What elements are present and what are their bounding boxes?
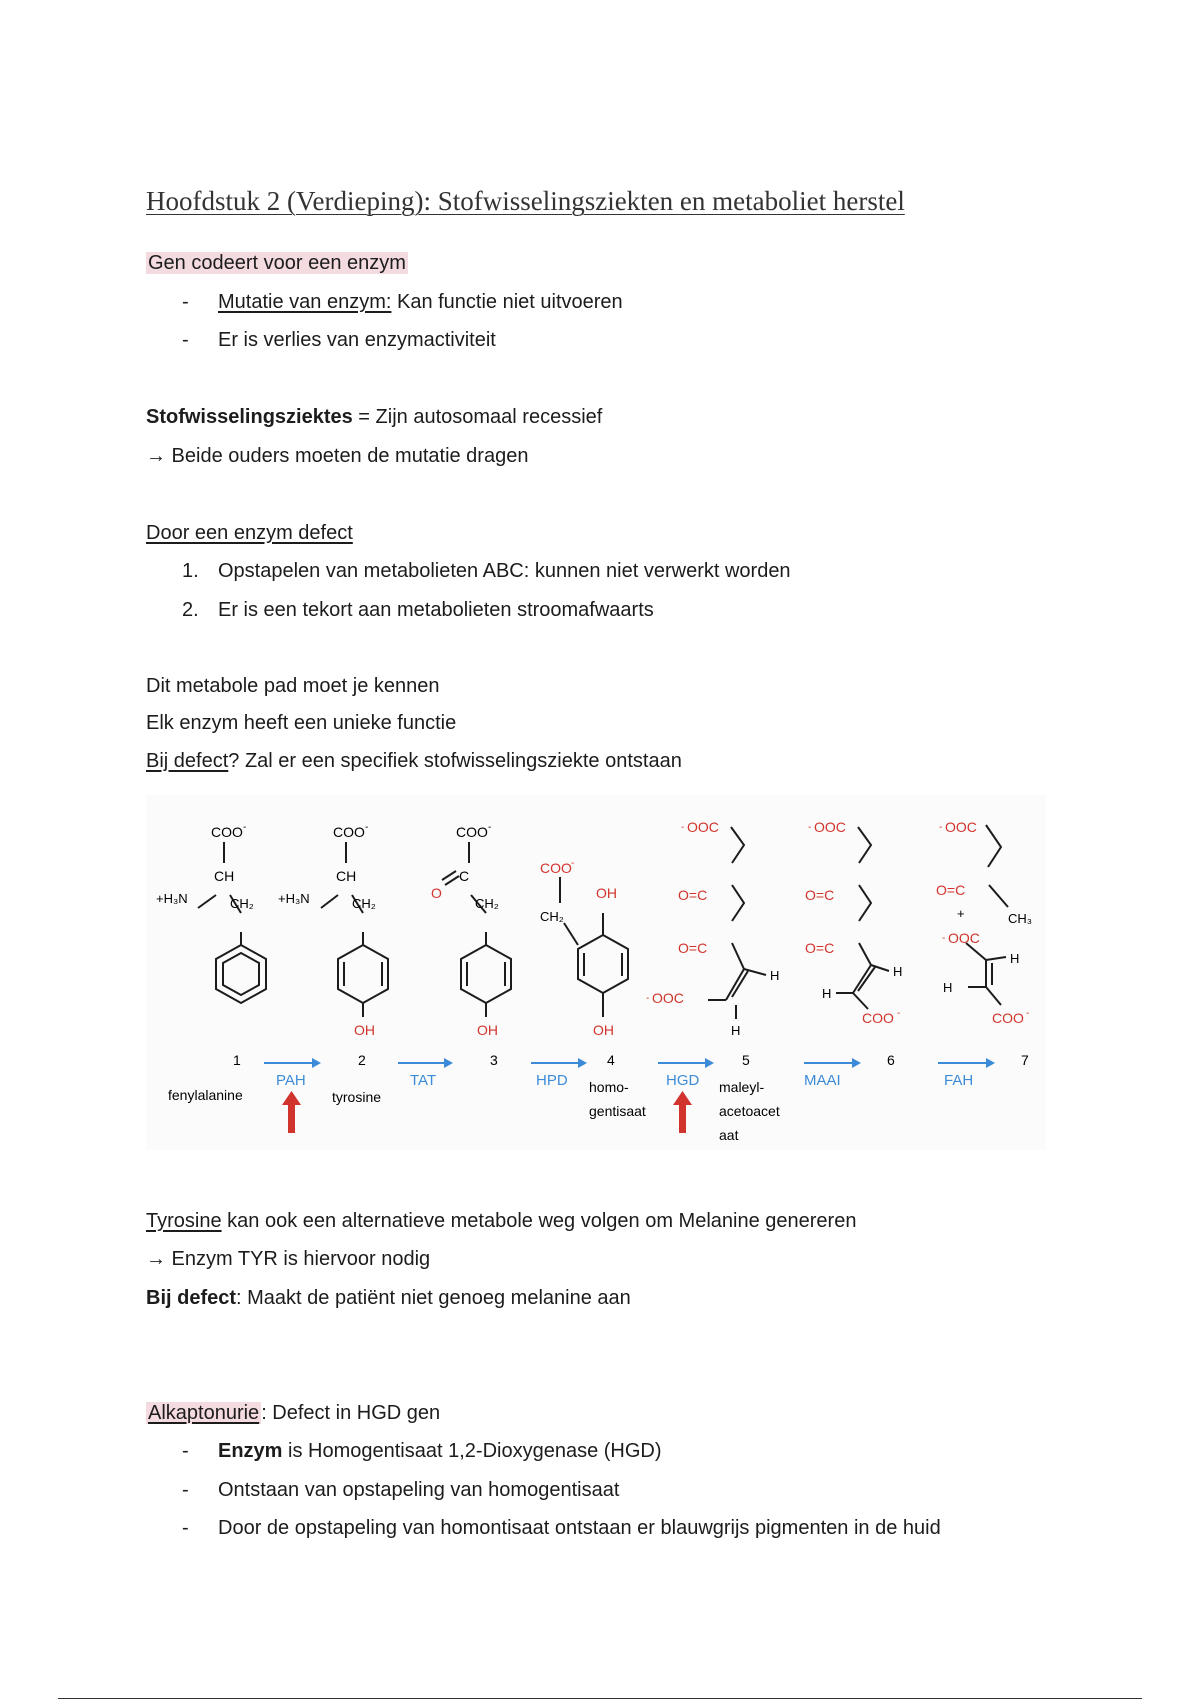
label-ooc: OOC: [945, 819, 977, 835]
bullet-marker: -: [182, 1479, 189, 1501]
label-ch: CH: [214, 868, 235, 884]
compound-name: acetoacet: [719, 1103, 780, 1119]
underlined-term: Bij defect: [146, 750, 229, 772]
label-minus: -: [897, 1008, 901, 1019]
label-coo: COO: [211, 824, 243, 840]
label-h3n: +H₃N: [156, 891, 188, 906]
label-ch3: CH₃: [1008, 911, 1033, 926]
label-o-eq-c: O=C: [805, 887, 835, 903]
label-h3n: +H₃N: [278, 891, 310, 906]
footer-divider: [58, 1698, 1142, 1699]
enzyme-label-hgd: HGD: [666, 1072, 700, 1089]
label-minus: -: [488, 822, 492, 833]
label-ch2: CH₂: [230, 896, 254, 911]
label-ooc: OOC: [652, 990, 684, 1006]
compound-number: 3: [490, 1052, 498, 1068]
label-o-eq-c: O=C: [678, 887, 708, 903]
label-minus: -: [571, 858, 575, 869]
label-ooc: OOC: [948, 930, 980, 946]
label-ch2: CH₂: [475, 896, 499, 911]
label-h: H: [770, 968, 780, 983]
label-h: H: [822, 986, 832, 1001]
label-ooc: OOC: [687, 819, 719, 835]
label-c: C: [459, 868, 470, 884]
bullet-text: [218, 289, 623, 315]
compound-name: homo-: [589, 1079, 629, 1095]
label-coo: COO: [540, 860, 572, 876]
label-h: H: [893, 964, 903, 979]
definition-rest: = Zijn autosomaal recessief: [352, 406, 603, 428]
section-heading-defect: [146, 520, 353, 546]
enzyme-label-fah: FAH: [944, 1072, 974, 1089]
label-o-eq-c: O=C: [678, 940, 708, 956]
label-oh: OH: [593, 1022, 614, 1038]
compound-number: 7: [1021, 1052, 1029, 1068]
compound-name: fenylalanine: [168, 1087, 243, 1103]
compound-number: 6: [887, 1052, 895, 1068]
compound-number: 1: [233, 1052, 241, 1068]
compound-number: 4: [607, 1052, 615, 1068]
label-ch2: CH₂: [540, 909, 564, 924]
compound-name: tyrosine: [332, 1089, 382, 1105]
list-item: Opstapelen van metabolieten ABC: kunnen niet verwerkt worden: [218, 560, 791, 582]
bullet-text: Door de opstapeling van homontisaat ontstaan er blauwgrijs pigmenten in de huid: [218, 1517, 941, 1539]
bullet-rest: Kan functie niet uitvoeren: [391, 291, 623, 313]
heading-rest: : Defect in HGD gen: [261, 1402, 441, 1424]
label-ooc: OOC: [814, 819, 846, 835]
compound-name: gentisaat: [589, 1103, 646, 1119]
compound-number: 2: [358, 1052, 366, 1068]
label-coo: COO: [862, 1010, 894, 1026]
label-minus: -: [942, 933, 946, 944]
label-minus: -: [243, 822, 247, 833]
bullet-marker: -: [182, 291, 189, 313]
label-ch2: CH₂: [352, 896, 376, 911]
list-number: 1.: [182, 560, 199, 582]
underlined-heading: Door een enzym defect: [146, 522, 353, 544]
enzyme-label-maai: MAAI: [804, 1072, 841, 1089]
page-title: Hoofdstuk 2 (Verdieping): Stofwisselingsziekten en metaboliet herstel: [146, 186, 905, 216]
label-o-eq-c: O=C: [936, 882, 966, 898]
compound-name: maleyl-: [719, 1079, 765, 1095]
definition-line: [146, 404, 602, 430]
label-oh: OH: [596, 885, 617, 901]
bold-term: Bij defect: [146, 1287, 237, 1309]
bold-term: Stofwisselingsziektes: [146, 406, 353, 428]
list-number: 2.: [182, 599, 199, 621]
label-minus: -: [681, 822, 685, 833]
label-minus: -: [646, 993, 650, 1004]
compound-name: aat: [719, 1127, 739, 1143]
label-o-eq-c: O=C: [805, 940, 835, 956]
compound-number: 5: [742, 1052, 750, 1068]
arrow-line: → Enzym TYR is hiervoor nodig: [146, 1248, 431, 1270]
bullet-marker: -: [182, 329, 189, 351]
label-oh: OH: [477, 1022, 498, 1038]
text-line: Dit metabole pad moet je kennen: [146, 675, 440, 697]
highlighted-heading: Gen codeert voor een enzym: [148, 252, 406, 274]
label-coo: COO: [333, 824, 365, 840]
bullet-rest: is Homogentisaat 1,2-Dioxygenase (HGD): [282, 1440, 662, 1462]
label-plus: +: [957, 906, 965, 921]
text-rest: kan ook een alternatieve metabole weg volgen om Melanine genereren: [221, 1210, 857, 1232]
enzyme-label-pah: PAH: [276, 1072, 306, 1089]
bullet-text: Er is verlies van enzymactiviteit: [218, 329, 496, 351]
label-o: O: [431, 885, 442, 901]
text-line: [146, 1208, 856, 1234]
label-oh: OH: [354, 1022, 375, 1038]
section-heading-alkaptonurie: [146, 1400, 440, 1426]
text-line: [146, 1285, 631, 1311]
bold-term: Enzym: [218, 1440, 283, 1462]
enzyme-label-tat: TAT: [410, 1072, 437, 1089]
label-minus: -: [1026, 1008, 1030, 1019]
bullet-marker: -: [182, 1517, 189, 1539]
label-coo: COO: [992, 1010, 1024, 1026]
enzyme-label-hpd: HPD: [536, 1072, 568, 1089]
arrow-line: → Beide ouders moeten de mutatie dragen: [146, 445, 529, 467]
label-h: H: [731, 1023, 741, 1038]
label-minus: -: [808, 822, 812, 833]
list-item: Er is een tekort aan metabolieten stroomafwaarts: [218, 599, 654, 621]
bullet-text: [218, 1438, 662, 1464]
underlined-term: Mutatie van enzym:: [218, 291, 392, 313]
highlighted-heading: Alkaptonurie: [148, 1402, 260, 1424]
label-coo: COO: [456, 824, 488, 840]
label-h: H: [1010, 951, 1020, 966]
text-rest: ? Zal er een specifiek stofwisselingsziekte ontstaan: [228, 750, 682, 772]
label-minus: -: [939, 822, 943, 833]
label-minus: -: [365, 822, 369, 833]
underlined-term: Tyrosine: [146, 1210, 222, 1232]
label-ch: CH: [336, 868, 357, 884]
bullet-marker: -: [182, 1440, 189, 1462]
bullet-text: Ontstaan van opstapeling van homogentisaat: [218, 1479, 620, 1501]
label-h: H: [943, 980, 953, 995]
metabolic-pathway-diagram: [146, 795, 1046, 1150]
text-rest: : Maakt de patiënt niet genoeg melanine aan: [236, 1287, 631, 1309]
text-line: [146, 748, 682, 774]
section-heading-gene: [146, 250, 408, 276]
text-line: Elk enzym heeft een unieke functie: [146, 712, 457, 734]
